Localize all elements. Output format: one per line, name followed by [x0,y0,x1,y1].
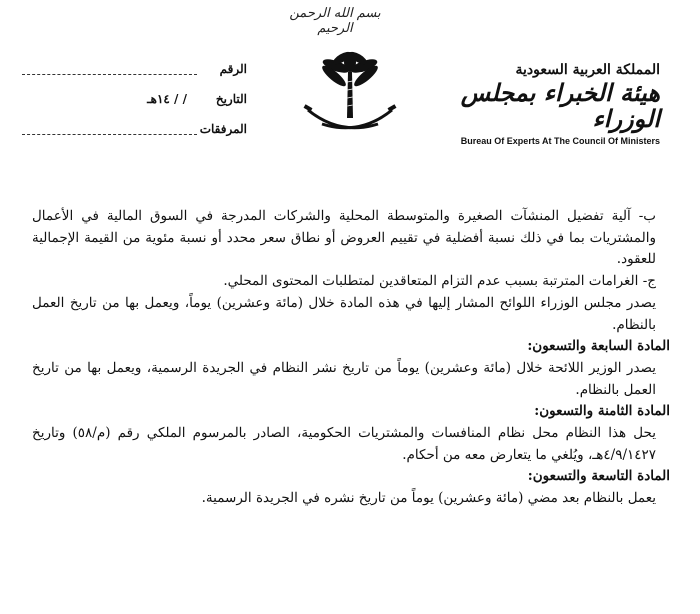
bureau-english-name: Bureau Of Experts At The Council Of Ministers [460,135,660,146]
field-date-label: التاريخ [215,92,247,106]
article-98-text: يحل هذا النظام محل نظام المنافسات والمشتريات الحكومية، الصادر بالمرسوم الملكي رقم (م/٥٨) وتاريخ ٤/٩/١٤٢٧هـ، ويُلغي ما يتعارض معه من أحكام. [32,425,656,463]
bureau-arabic-name: هيئة الخبراء بمجلس الوزراء [460,78,660,134]
article-99-heading: المادة التاسعة والتسعون: [527,468,670,485]
kingdom-title: المملكة العربية السعودية [515,62,660,78]
field-number-label: الرقم [219,62,247,76]
article-98-heading: المادة الثامنة والتسعون: [534,403,670,420]
field-number [22,62,247,92]
article-97-text: يصدر الوزير اللائحة خلال (مائة وعشرين) يوماً من تاريخ نشر النظام في الجريدة الرسمية، ويعمل بها من تاريخ العمل بالنظام. [32,359,656,398]
palm-and-swords-emblem-icon [300,48,400,140]
regulations-paragraph: يصدر مجلس الوزراء اللوائح المشار إليها في هذه المادة خلال (مائة وعشرين) يوماً، ويعمل بها من تاريخ العمل بالنظام. [32,294,656,333]
document-reference-fields [22,62,247,152]
article-99-text: يعمل بالنظام بعد مضي (مائة وعشرين) يوماً من تاريخ نشره في الجريدة الرسمية. [201,490,656,507]
issuer-block [455,62,660,146]
field-date [22,92,247,122]
clause-c: ج- الغرامات المترتبة بسبب عدم التزام المتعاقدين لمتطلبات المحتوى المحلي. [223,273,656,290]
field-date-value: / / ١٤هـ [147,92,187,106]
clause-b: ب- آلية تفضيل المنشآت الصغيرة والمتوسطة المحلية والشركات المدرجة في السوق المالية في الأعمال والمشتريات بما في ذلك نسبة أفضلية في تقييم العروض أو نطاق سعر محدد أو نسبة مئوية من القيمة الإجمالية للعقود. [32,208,656,268]
basmala: بسم الله الرحمن الرحيم [289,6,381,36]
field-attachments-label: المرفقات [199,122,247,136]
article-97-heading: المادة السابعة والتسعون: [527,338,670,355]
document-body [32,206,670,510]
field-attachments [22,122,247,152]
